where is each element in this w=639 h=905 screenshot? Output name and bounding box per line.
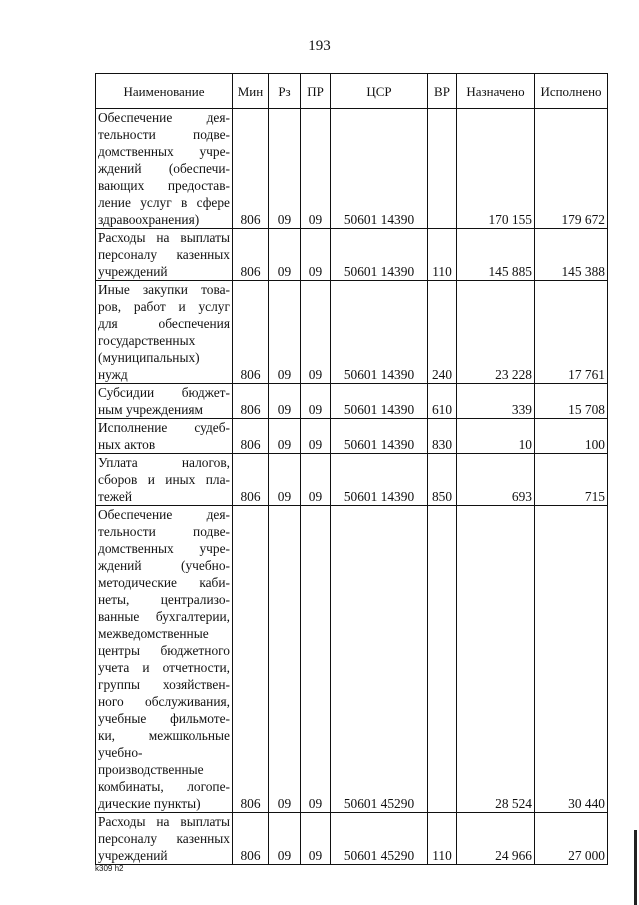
row-rz: 09 (269, 506, 301, 813)
scan-edge-mark (634, 830, 637, 905)
row-name-line: ждений (обеспечи- (98, 161, 230, 176)
row-executed: 145 388 (535, 229, 608, 281)
row-vr: 110 (428, 229, 457, 281)
row-name-line: для обеспечения (98, 316, 230, 331)
row-name-line: центры бюджетного (98, 643, 230, 658)
row-name-line: тежей (98, 489, 132, 504)
row-assigned: 10 (457, 419, 535, 454)
row-rz: 09 (269, 454, 301, 506)
row-name-line: нужд (98, 367, 128, 382)
row-rz: 09 (269, 281, 301, 384)
row-pr: 09 (301, 454, 331, 506)
row-pr: 09 (301, 384, 331, 419)
row-csr: 50601 14390 (331, 419, 428, 454)
header-row (96, 74, 608, 109)
row-name-line: персоналу казенных (98, 831, 230, 846)
row-name-line: тельности подве- (98, 524, 230, 539)
row-name-line: учета и отчетности, (98, 660, 230, 675)
row-name-line: Исполнение судеб- (98, 420, 230, 435)
row-assigned: 145 885 (457, 229, 535, 281)
row-name-line: ным учреждениям (98, 402, 204, 417)
row-csr: 50601 45290 (331, 813, 428, 865)
row-pr: 09 (301, 281, 331, 384)
row-name-line: Обеспечение дея- (98, 110, 230, 125)
row-min: 806 (233, 419, 269, 454)
row-min: 806 (233, 281, 269, 384)
row-name-line: Иные закупки това- (98, 282, 230, 297)
row-name-line: Уплата налогов, (98, 455, 230, 470)
column-header-name: Наименование (96, 74, 233, 109)
row-name-line: ванные бухгалтерии, (98, 609, 230, 624)
row-assigned: 24 966 (457, 813, 535, 865)
row-name-line: Расходы на выплаты (98, 814, 230, 829)
column-header-csr: ЦСР (331, 74, 428, 109)
row-assigned: 170 155 (457, 109, 535, 229)
budget-table (95, 73, 608, 865)
row-name (96, 454, 233, 506)
row-name-line: методические каби- (98, 575, 230, 590)
row-name-line: ров, работ и услуг (98, 299, 230, 314)
row-csr: 50601 14390 (331, 384, 428, 419)
row-name-line: ного обслуживания, (98, 694, 230, 709)
row-name-line: ных актов (98, 437, 156, 452)
column-header-vr: ВР (428, 74, 457, 109)
column-header-executed: Исполнено (535, 74, 608, 109)
row-min: 806 (233, 813, 269, 865)
row-assigned: 23 228 (457, 281, 535, 384)
row-executed: 715 (535, 454, 608, 506)
row-name-line: ки, межшкольные (98, 728, 230, 743)
row-min: 806 (233, 229, 269, 281)
table-row (96, 506, 608, 813)
row-name (96, 281, 233, 384)
row-vr: 850 (428, 454, 457, 506)
row-pr: 09 (301, 229, 331, 281)
table-row (96, 109, 608, 229)
row-executed: 27 000 (535, 813, 608, 865)
column-header-assigned: Назначено (457, 74, 535, 109)
row-name-line: тельности подве- (98, 127, 230, 142)
row-name-line: дические пункты) (98, 796, 201, 811)
column-header-min: Мин (233, 74, 269, 109)
row-executed: 15 708 (535, 384, 608, 419)
row-csr: 50601 14390 (331, 454, 428, 506)
row-executed: 179 672 (535, 109, 608, 229)
page-number: 193 (308, 38, 331, 54)
row-pr: 09 (301, 419, 331, 454)
row-assigned: 339 (457, 384, 535, 419)
row-csr: 50601 14390 (331, 109, 428, 229)
row-name-line: учреждений (98, 848, 168, 863)
row-assigned: 693 (457, 454, 535, 506)
table-row (96, 384, 608, 419)
row-name-line: неты, централизо- (98, 592, 230, 607)
table-row (96, 281, 608, 384)
row-rz: 09 (269, 384, 301, 419)
row-name-line: домственных учре- (98, 144, 230, 159)
row-vr: 110 (428, 813, 457, 865)
row-name-line: Расходы на выплаты (98, 230, 230, 245)
row-name-line: производственные (98, 762, 204, 777)
row-name-line: Обеспечение дея- (98, 507, 230, 522)
row-name-line: сборов и иных пла- (98, 472, 230, 487)
row-name-line: здравоохранения) (98, 212, 200, 227)
row-rz: 09 (269, 229, 301, 281)
row-name-line: учреждений (98, 264, 168, 279)
row-pr: 09 (301, 813, 331, 865)
row-executed: 100 (535, 419, 608, 454)
row-name-line: комбинаты, логопе- (98, 779, 230, 794)
row-min: 806 (233, 454, 269, 506)
row-vr (428, 109, 457, 229)
row-name (96, 506, 233, 813)
row-vr: 240 (428, 281, 457, 384)
row-rz: 09 (269, 419, 301, 454)
row-csr: 50601 45290 (331, 506, 428, 813)
row-name (96, 419, 233, 454)
footer-code: k309 h2 (95, 864, 124, 873)
row-name-line: учебно- (98, 745, 143, 760)
column-header-pr: ПР (301, 74, 331, 109)
row-csr: 50601 14390 (331, 281, 428, 384)
row-executed: 30 440 (535, 506, 608, 813)
row-vr: 610 (428, 384, 457, 419)
row-pr: 09 (301, 109, 331, 229)
table-row (96, 229, 608, 281)
row-min: 806 (233, 506, 269, 813)
row-assigned: 28 524 (457, 506, 535, 813)
row-name-line: ждений (учебно- (98, 558, 230, 573)
row-name-line: государственных (98, 333, 196, 348)
row-name (96, 229, 233, 281)
row-name-line: Субсидии бюджет- (98, 385, 230, 400)
row-executed: 17 761 (535, 281, 608, 384)
row-name (96, 109, 233, 229)
row-vr: 830 (428, 419, 457, 454)
row-min: 806 (233, 109, 269, 229)
row-name-line: персоналу казенных (98, 247, 230, 262)
row-name-line: учебные фильмоте- (98, 711, 230, 726)
column-header-rz: Рз (269, 74, 301, 109)
row-name-line: (муниципальных) (98, 350, 200, 365)
row-name-line: домственных учре- (98, 541, 230, 556)
row-name-line: межведомственные (98, 626, 209, 641)
row-name-line: вающих предостав- (98, 178, 230, 193)
row-name-line: ление услуг в сфере (98, 195, 230, 210)
table-row (96, 454, 608, 506)
row-pr: 09 (301, 506, 331, 813)
row-name (96, 813, 233, 865)
row-name-line: группы хозяйствен- (98, 677, 230, 692)
row-rz: 09 (269, 109, 301, 229)
table-row (96, 813, 608, 865)
row-csr: 50601 14390 (331, 229, 428, 281)
row-vr (428, 506, 457, 813)
table-row (96, 419, 608, 454)
row-rz: 09 (269, 813, 301, 865)
row-name (96, 384, 233, 419)
row-min: 806 (233, 384, 269, 419)
